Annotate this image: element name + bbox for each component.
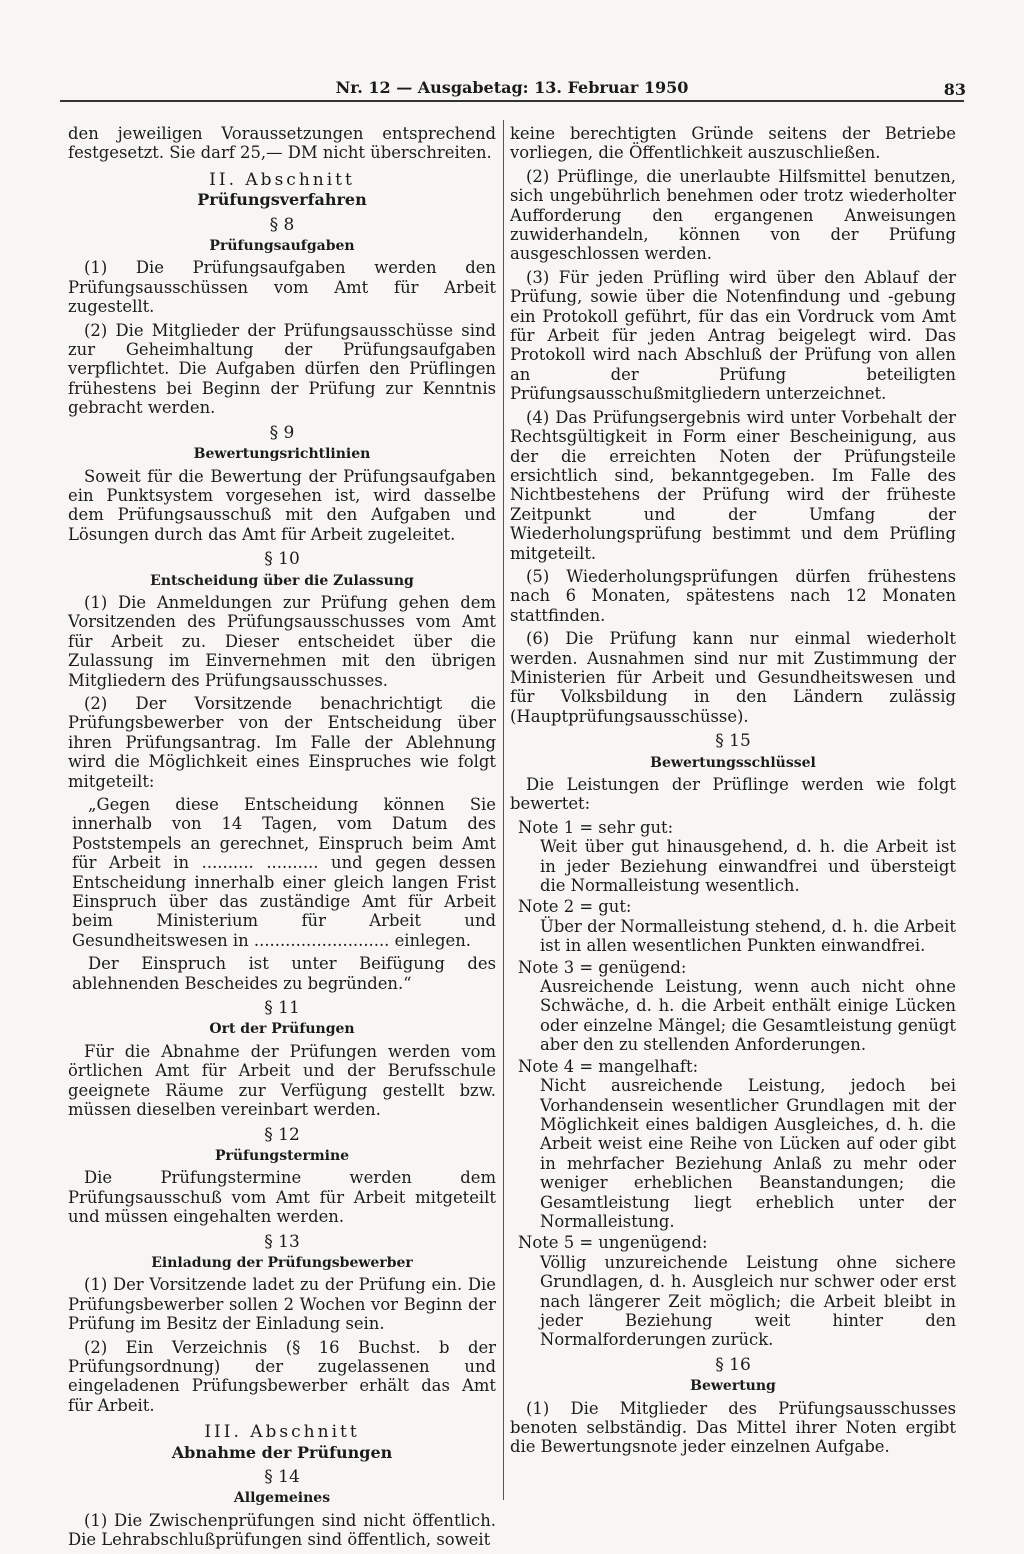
grade-description: Völlig unzureichende Leistung ohne sichere Grundlagen, d. h. Ausgleich nur schwer oder erst nach längerer Zeit möglich; die Arbeit bleibt in jeder Beziehung weit hinter den Normalforderungen zurück. [540, 1252, 956, 1350]
paragraph-number: § 9 [269, 422, 295, 443]
section-title: II. Abschnitt [209, 169, 355, 190]
paragraph-heading: Allgemeines [233, 1490, 331, 1507]
clause: Für die Abnahme der Prüfungen werden vom örtlichen Amt für Arbeit und der Berufsschule geeignete Räume zur Verfügung gestellt bzw. müssen dieselben vereinbart werden. [68, 1041, 496, 1120]
clause: (1) Die Prüfungsaufgaben werden den Prüfungsausschüssen vom Amt für Arbeit zugestellt. [68, 258, 496, 317]
grade-label: Note 4 = mangelhaft: [518, 1056, 699, 1076]
paragraph-heading: Prüfungstermine [214, 1147, 350, 1164]
paragraph-heading: Prüfungsaufgaben [209, 238, 355, 255]
section-subtitle: Prüfungsverfahren [197, 190, 367, 210]
column-divider [503, 120, 504, 1500]
paragraph-number: § 12 [264, 1124, 300, 1145]
grade-description: Weit über gut hinausgehend, d. h. die Arbeit ist in jeder Beziehung einwandfrei und übersteigt die Normalleistung wesentlich. [540, 837, 956, 896]
left-column [68, 124, 496, 1554]
paragraph-heading: Entscheidung über die Zulassung [150, 572, 414, 589]
issue-title: Nr. 12 — Ausgabetag: 13. Februar 1950 [335, 78, 689, 97]
grade-description: Ausreichende Leistung, wenn auch nicht ohne Schwäche, d. h. die Arbeit enthält einige Lücken oder einzelne Mängel; die Gesamtleistung genügt aber den zu stellenden Anforderungen. [540, 977, 956, 1055]
right-column [510, 124, 956, 1461]
clause: (5) Wiederholungsprüfungen dürfen frühestens nach 6 Monaten, spätestens nach 12 Monaten stattfinden. [510, 566, 956, 625]
clause: (2) Der Vorsitzende benachrichtigt die Prüfungsbewerber von der Entscheidung über ihren Prüfungsantrag. Im Falle der Ablehnung wird die Möglichkeit eines Einspruches wie folgt mitgeteilt: [68, 693, 496, 791]
clause: (1) Die Zwischenprüfungen sind nicht öffentlich. Die Lehrabschlußprüfungen sind öffentlich, soweit [68, 1510, 496, 1550]
quoted-notice: „Gegen diese Entscheidung können Sie innerhalb von 14 Tagen, vom Datum des Poststempels an gerechnet, Einspruch beim Amt für Arbeit in .......... .......... und gegen dessen Entscheidung innerhalb einer gleich langen Frist Einspruch über das zuständige Amt für Arbeit beim Ministerium für Arbeit und Gesundheitswesen in .......................... einlegen. [72, 795, 496, 950]
clause: (2) Die Mitglieder der Prüfungsausschüsse sind zur Geheimhaltung der Prüfungsaufgaben verpflichtet. Die Aufgaben dürfen den Prüflingen frühestens bei Beginn der Prüfung zur Kenntnis gebracht werden. [68, 320, 496, 418]
clause: (2) Prüflinge, die unerlaubte Hilfsmittel benutzen, sich ungebührlich benehmen oder trotz wiederholter Aufforderung den ergangenen Anweisungen zuwiderhandeln, können von der Prüfung ausgeschlossen werden. [510, 166, 956, 264]
clause: Die Prüfungstermine werden dem Prüfungsausschuß vom Amt für Arbeit mitgeteilt und müssen eingehalten werden. [68, 1168, 496, 1227]
section-subtitle: Abnahme der Prüfungen [171, 1442, 393, 1462]
clause: (2) Ein Verzeichnis (§ 16 Buchst. b der Prüfungsordnung) der zugelassenen und eingeladenen Prüfungsbewerber erhält das Amt für Arbeit. [68, 1337, 496, 1415]
paragraph-heading: Einladung der Prüfungsbewerber [151, 1254, 413, 1271]
grade-description: Über der Normalleistung stehend, d. h. die Arbeit ist in allen wesentlichen Punkten einwandfrei. [540, 916, 956, 956]
clause: (6) Die Prüfung kann nur einmal wiederholt werden. Ausnahmen sind nur mit Zustimmung der Ministerien für Arbeit und Gesundheitswesen und für Volksbildung in den Ländern zulässig (Hauptprüfungsausschüsse). [510, 629, 956, 726]
paragraph-number: § 13 [264, 1231, 300, 1252]
grade-label: Note 5 = ungenügend: [518, 1233, 708, 1253]
clause: (1) Der Vorsitzende ladet zu der Prüfung ein. Die Prüfungsbewerber sollen 2 Wochen vor Beginn der Prüfung im Besitz der Einladung sein. [68, 1275, 496, 1334]
continuation-paragraph: keine berechtigten Gründe seitens der Betriebe vorliegen, die Öffentlichkeit auszuschließen. [510, 124, 956, 163]
grade-label: Note 2 = gut: [518, 897, 632, 917]
paragraph-number: § 16 [715, 1354, 751, 1375]
clause: (4) Das Prüfungsergebnis wird unter Vorbehalt der Rechtsgültigkeit in Form einer Bescheinigung, aus der die erreichten Noten der Prüfungsteile ersichtlich sind, bekanntgegeben. Im Falle des Nichtbestehens der Prüfung wird der früheste Zeitpunkt und der Umfang der Wiederholungsprüfung bestimmt und dem Prüfling mitgeteilt. [510, 407, 956, 563]
paragraph-heading: Ort der Prüfungen [209, 1021, 355, 1038]
clause: (1) Die Anmeldungen zur Prüfung gehen dem Vorsitzenden des Prüfungsausschusses vom Amt für Arbeit zu. Dieser entscheidet über die Zulassung im Einvernehmen mit den übrigen Mitgliedern des Prüfungsausschusses. [68, 592, 496, 690]
grade-description: Nicht ausreichende Leistung, jedoch bei Vorhandensein wesentlicher Grundlagen mit der Möglichkeit eines baldigen Ausgleiches, d. h. die Arbeit weist eine Reihe von Lücken auf oder gibt in mehrfacher Beziehung Anlaß zu mehr oder weniger erheblichen Beanstandungen; die Gesamtleistung liegt erheblich unter der Normalleistung. [540, 1076, 956, 1231]
paragraph-heading: Bewertungsrichtlinien [193, 446, 371, 463]
grade-label: Note 3 = genügend: [518, 957, 687, 977]
paragraph-number: § 10 [264, 549, 300, 570]
paragraph-number: § 11 [264, 998, 300, 1019]
section-title: III. Abschnitt [204, 1422, 360, 1443]
paragraph-number: § 8 [269, 214, 295, 235]
clause: Soweit für die Bewertung der Prüfungsaufgaben ein Punktsystem vorgesehen ist, wird dasselbe dem Prüfungsausschuß mit den Aufgaben und Lösungen durch das Amt für Arbeit zugeleitet. [68, 466, 496, 544]
paragraph-heading: Bewertung [690, 1378, 776, 1395]
quoted-notice: Der Einspruch ist unter Beifügung des ablehnenden Bescheides zu begründen.“ [72, 954, 496, 993]
clause: (3) Für jeden Prüfling wird über den Ablauf der Prüfung, sowie über die Notenfindung und -gebung ein Protokoll geführt, für das ein Vordruck vom Amt für Arbeit für jeden Antrag beigelegt wird. Das Protokoll wird nach Abschluß der Prüfung von allen an der Prüfung beteiligten Prüfungsausschußmitgliedern unterzeichnet. [510, 267, 956, 404]
page-header [60, 74, 964, 102]
clause: Die Leistungen der Prüflinge werden wie folgt bewertet: [510, 775, 956, 814]
paragraph-heading: Bewertungsschlüssel [650, 754, 816, 771]
clause: (1) Die Mitglieder des Prüfungsausschusses benoten selbständig. Das Mittel ihrer Noten ergibt die Bewertungsnote jeder einzelnen Aufgabe. [510, 1398, 956, 1457]
intro-paragraph: den jeweiligen Voraussetzungen entsprechend festgesetzt. Sie darf 25,— DM nicht überschreiten. [68, 124, 496, 163]
grade-label: Note 1 = sehr gut: [518, 817, 674, 837]
paragraph-number: § 14 [264, 1467, 300, 1487]
paragraph-number: § 15 [715, 731, 751, 752]
page-number: 83 [943, 80, 966, 99]
